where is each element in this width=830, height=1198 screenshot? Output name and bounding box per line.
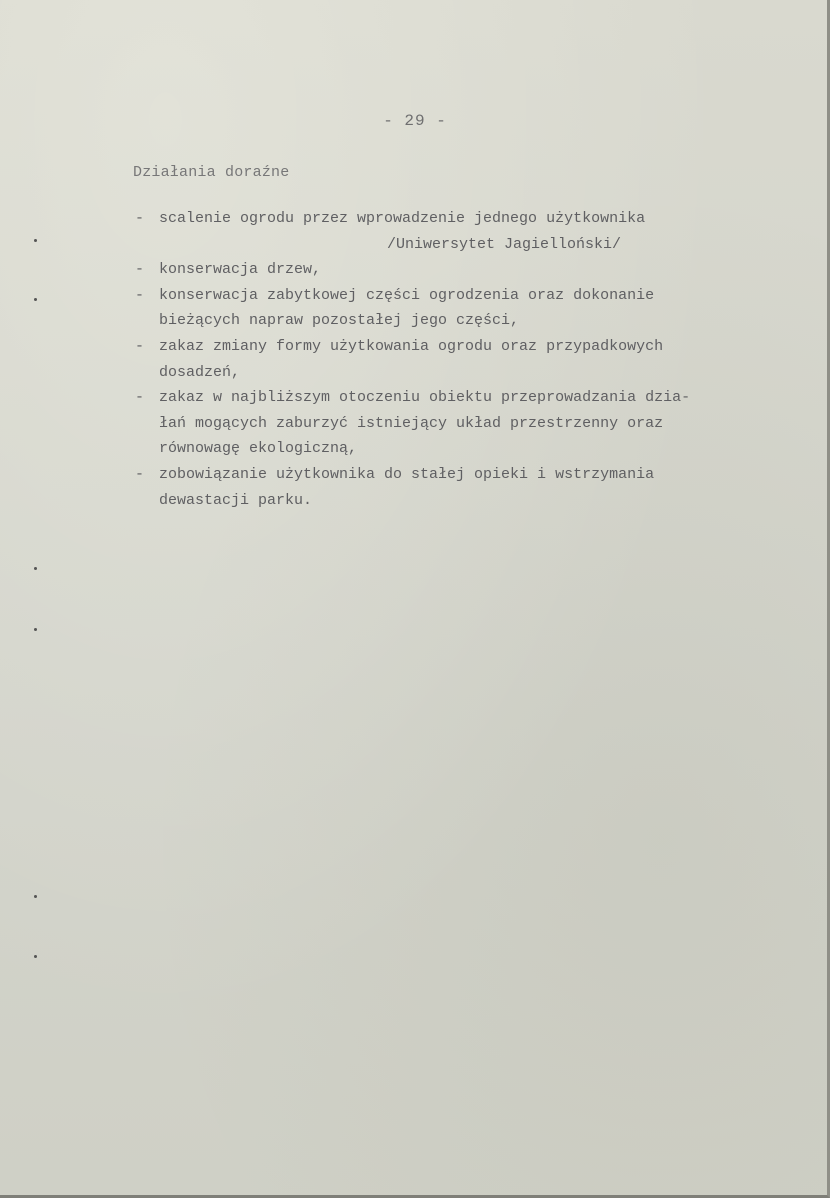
margin-mark bbox=[34, 895, 37, 898]
list-item-line: dewastacji parku. bbox=[159, 491, 313, 509]
list-item-line: konserwacja zabytkowej części ogrodzenia oraz dokonanie bbox=[159, 286, 655, 304]
list-item bbox=[133, 334, 773, 385]
action-list bbox=[133, 206, 773, 513]
bullet-dash: - bbox=[135, 210, 145, 227]
list-item-line: konserwacja drzew, bbox=[159, 261, 322, 279]
list-item-line: scalenie ogrodu przez wprowadzenie jednego użytkownika bbox=[159, 210, 646, 227]
margin-mark bbox=[34, 239, 37, 242]
list-item-line: równowagę ekologiczną, bbox=[159, 440, 358, 458]
section-title: Działania doraźne bbox=[133, 164, 290, 181]
bullet-dash: - bbox=[135, 286, 145, 304]
bullet-dash: - bbox=[135, 389, 145, 407]
list-item-line: zobowiązanie użytkownika do stałej opieki i wstrzymania bbox=[159, 465, 655, 483]
list-item bbox=[133, 206, 773, 257]
margin-mark bbox=[34, 955, 37, 958]
list-item bbox=[133, 283, 773, 334]
margin-mark bbox=[34, 567, 37, 570]
list-item-line: /Uniwersytet Jagielloński/ bbox=[387, 235, 622, 253]
list-item-line: zakaz zmiany formy użytkowania ogrodu oraz przypadkowych bbox=[159, 337, 664, 355]
list-item-line: bieżących napraw pozostałej jego części, bbox=[159, 312, 520, 330]
bullet-dash: - bbox=[135, 261, 145, 279]
list-item bbox=[133, 385, 773, 462]
list-item bbox=[133, 257, 773, 283]
margin-mark bbox=[34, 628, 37, 631]
list-item-line: łań mogących zaburzyć istniejący układ przestrzenny oraz bbox=[159, 414, 664, 432]
margin-mark bbox=[34, 298, 37, 301]
list-item-line: zakaz w najbliższym otoczeniu obiektu przeprowadzania dzia- bbox=[159, 389, 691, 407]
list-item-line: dosadzeń, bbox=[159, 363, 241, 381]
bullet-dash: - bbox=[135, 337, 145, 355]
bullet-dash: - bbox=[135, 465, 145, 483]
page-number: - 29 - bbox=[383, 112, 447, 130]
list-item bbox=[133, 462, 773, 513]
